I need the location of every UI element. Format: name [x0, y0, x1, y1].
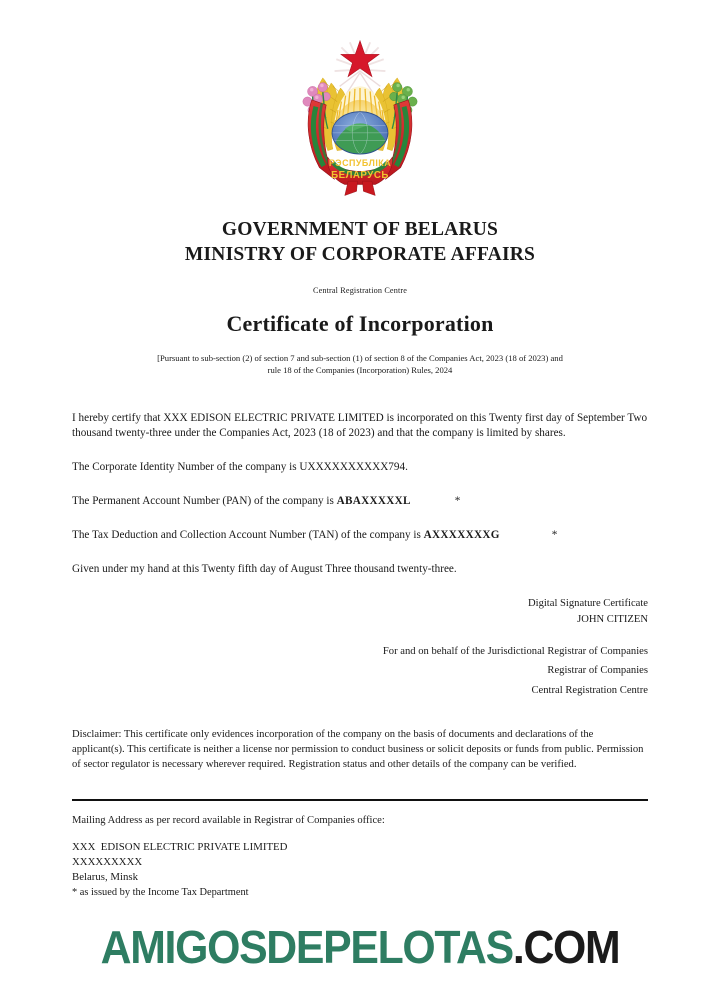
pursuant-line-1: [Pursuant to sub-section (2) of section 7 and sub-section (1) of section 8 of the Companies Act, 2023 (18 of 2023) and [157, 352, 563, 363]
cin-line [72, 460, 648, 476]
ribbon-text [329, 158, 391, 181]
income-tax-footnote: * as issued by the Income Tax Department [72, 886, 249, 898]
registrar-line: Registrar of Companies [547, 665, 648, 677]
watermark-main-text: AMIGOSDEPELOTAS [100, 921, 513, 973]
ribbon-text-line2: БЕЛАРУСЬ [331, 169, 389, 181]
certificate-content [0, 411, 720, 901]
pan-value: ABAXXXXXL [336, 495, 411, 508]
mailing-address-line-2: XXXXXXXXX [72, 855, 143, 868]
site-watermark [25, 921, 695, 973]
tan-label: The Tax Deduction and Collection Account Number (TAN) of the company is [72, 529, 424, 542]
certify-paragraph: I hereby certify that XXX EDISON ELECTRIC PRIVATE LIMITED is incorporated on this Twenty first day of September Two thousand twenty-three under the Companies Act, 2023 (18 of 2023) and that the company is limited by shares. [72, 411, 648, 440]
signatory-name: JOHN CITIZEN [577, 613, 648, 625]
section-divider [72, 799, 648, 801]
government-title [0, 218, 720, 268]
belarus-coat-of-arms-icon [275, 22, 445, 204]
mailing-address-line-1: XXX EDISON ELECTRIC PRIVATE LIMITED [72, 840, 288, 853]
cin-value: UXXXXXXXXXX794. [299, 461, 408, 474]
emblem-container [0, 0, 720, 204]
central-registration-centre-subtitle: Central Registration Centre [312, 285, 408, 295]
mailing-address-block [72, 840, 648, 901]
ribbon-text-line1: РЭСПУБЛІКА [328, 157, 392, 168]
certificate-title: Certificate of Incorporation [226, 310, 494, 336]
digital-signature-label: Digital Signature Certificate [527, 597, 648, 609]
disclaimer-text: Disclaimer: This certificate only evidences incorporation of the company on the basis of documents and declarations of the applicant(s). This certificate is neither a license nor permission to conduct business or solicit deposits or funds from public. Permission of sector regulator is necessary wherever required. Registration status and other details of the company can be verified. [72, 728, 644, 771]
on-behalf-line: For and on behalf of the Jurisdictional Registrar of Companies [382, 645, 648, 657]
mailing-address-line-3: Belarus, Minsk [72, 871, 138, 884]
pan-line [72, 494, 648, 510]
tan-value: AXXXXXXXG [423, 529, 500, 542]
tan-line [72, 528, 648, 544]
watermark-tld-text: .COM [512, 921, 620, 973]
pursuant-note [0, 352, 720, 377]
signature-centre-line: Central Registration Centre [531, 684, 648, 696]
mailing-address-intro: Mailing Address as per record available in Registrar of Companies office: [72, 814, 385, 826]
signature-block [72, 596, 648, 701]
pursuant-line-2: rule 18 of the Companies (Incorporation) Rules, 2024 [267, 365, 453, 376]
pan-label: The Permanent Account Number (PAN) of the company is [72, 495, 337, 508]
cin-label: The Corporate Identity Number of the company is [72, 461, 300, 474]
gov-line-1: GOVERNMENT OF BELARUS [221, 219, 499, 240]
signature-authority-group [72, 642, 648, 701]
given-under-hand-line: Given under my hand at this Twenty fifth day of August Three thousand twenty-three. [72, 563, 457, 576]
tan-footnote-star: * [551, 529, 558, 542]
pan-footnote-star: * [454, 495, 461, 508]
gov-line-2: MINISTRY OF CORPORATE AFFAIRS [184, 243, 536, 265]
globe [332, 112, 388, 154]
body-block [72, 411, 648, 578]
